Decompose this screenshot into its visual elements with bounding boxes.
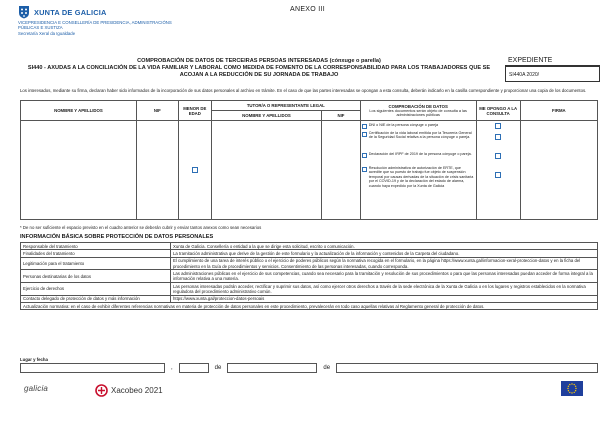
oppose-checkbox[interactable] [495, 123, 501, 129]
document-label: DNI o NIE de la persona cónyuge o pareja [368, 123, 439, 127]
info-value: Las personas interesadas podrán acceder, rectificar y suprimir sus datos, así como ejercer otros derechos a través de la sede electrónica de la Xunta de Galicia o en los lugares y registros establecidos en la normativa reguladora del procedimiento administrativo común. [171, 282, 598, 295]
xacobeo-logo [95, 384, 163, 397]
info-value: El cumplimiento de una tarea de interés público o el ejercicio de poderes públicos según la normativa recogida en el formulario, en la página https://www.xunta.gal/informacion-xeral-proteccion-datos y en la ficha del procedimiento en la Guía de procedimientos y servicios. Consentimiento de las personas interesadas, cuando corresponda. [171, 257, 598, 270]
nif-input-cell[interactable] [136, 121, 178, 220]
document-heading [18, 58, 500, 78]
document-label: Resolución administrativa de autorización de ERTE, que acredite que su puesto de trabajo fue objeto de suspensión temporal por causas derivadas de la situación de crisis sanitaria por el COVID-19 y de la declaración del estado de alarma, cuando haya expedido por la Xunta de Galicia [368, 166, 474, 188]
col-docs-header [360, 101, 476, 121]
name-input-cell[interactable] [21, 121, 137, 220]
place-date-label: Lugar y fecha [20, 357, 48, 362]
col-sign-header: FIRMA [520, 101, 597, 121]
info-value: Las administraciones públicas en el ejercicio de sus competencias, cuando sea necesario para la tramitación y resolución de sus procedimientos o para que las personas interesadas puedan acceder de forma integral a la información relativa a una materia. [171, 270, 598, 283]
document-label: Declaración del IRPF de 2019 de la persona cónyuge o pareja. [368, 152, 472, 156]
table-row [21, 243, 598, 250]
third-party-table [20, 100, 598, 220]
docs-header-title: COMPROBACIÓN DE DATOS [388, 104, 448, 109]
consult-column [476, 121, 520, 220]
document-checkbox[interactable] [362, 132, 367, 137]
col-consult-header: ME OPONGO A LA CONSULTA [476, 101, 520, 121]
oppose-checkbox[interactable] [495, 134, 501, 140]
info-full-row [21, 302, 598, 309]
signature-cell[interactable] [520, 121, 597, 220]
tutor-name-input-cell[interactable] [211, 121, 321, 220]
table-row [21, 295, 598, 302]
xunta-logo [18, 5, 178, 36]
docs-header-subtitle: Los siguientes documentos serán objeto de consulta a las administraciones públicas [369, 109, 467, 117]
col-tutor-name-header: NOMBRE Y APELLIDOS [211, 111, 321, 121]
col-name-header: NOMBRE Y APELLIDOS [21, 101, 137, 121]
expediente-field[interactable]: SI440A 2020/ [505, 66, 600, 82]
col-tutor-header: TUTOR/A O REPRESENTANTE LEGAL [211, 101, 360, 111]
footnote: * De no ser suficiente el espacio previsto en el cuadro anterior se deberán cubrir y enviar tantos anexos como sean necesarios [20, 225, 262, 230]
org-department: VICEPRESIDENCIA E CONSELLERÍA DE PRESIDENCIA, ADMINISTRACIÓNS PÚBLICAS E XUSTIZA [18, 20, 172, 30]
document-item [361, 121, 476, 129]
col-minor-header: MENOR DE EDAD [178, 101, 211, 121]
galicia-brand: galicia [24, 384, 49, 393]
table-row [21, 250, 598, 257]
document-item [361, 129, 476, 150]
document-checkbox[interactable] [362, 153, 367, 158]
org-name: XUNTA DE GALICIA [34, 7, 107, 17]
eu-flag-icon [561, 381, 583, 396]
separator-comma: , [171, 365, 173, 371]
info-key: Legitimación para el tratamiento [21, 257, 171, 270]
document-label: Certificación de la vida laboral emitida por la Tesorería General de la Seguridad Social relativa a la persona cónyuge o pareja. [368, 131, 472, 140]
expediente-label: EXPEDIENTE [505, 56, 600, 66]
place-date-row [20, 362, 598, 374]
table-row [21, 282, 598, 295]
xacobeo-mark-icon [95, 384, 108, 397]
separator-de: de [323, 365, 331, 371]
oppose-checkbox[interactable] [495, 153, 501, 159]
data-protection-title: INFORMACIÓN BÁSICA SOBRE PROTECCIÓN DE DATOS PERSONALES [20, 234, 214, 240]
documents-list [360, 121, 476, 220]
year-field[interactable] [336, 363, 598, 373]
info-value: https://www.xunta.gal/proteccion-datos-persoais [171, 295, 598, 302]
col-tutor-nif-header: NIF [322, 111, 361, 121]
table-row [21, 270, 598, 283]
intro-text: Los interesados, mediante su firma, declaran haber sido informados de la incorporación de sus datos personales al archivo en trámite. En el caso de que las partes interesadas se opongan a esta consulta, deberán indicarlo en la casilla correspondiente y proporcionar una copia de los documentos. [20, 88, 587, 93]
info-key: Actualización normativa: [23, 303, 70, 309]
month-field[interactable] [227, 363, 317, 373]
xacobeo-label: Xacobeo 2021 [111, 386, 163, 395]
heading-line-2: SI440 - AXUDAS A LA CONCILIACIÓN DE LA VIDA FAMILIAR Y LABORAL COMO MEDIDA DE FOMENTO DE LA CORRESPONSABILIDAD PARA LOS TRABAJADORES QUE SE ACOJAN A LA REDUCCIÓN DE SU JORNADA DE TRABAJO [27, 64, 491, 78]
minor-checkbox[interactable] [192, 167, 198, 173]
org-subdivision: Secretaría Xeral da Igualdade [18, 31, 76, 36]
info-key: Contacto delegado de protección de datos y más información [21, 295, 171, 302]
oppose-checkbox[interactable] [495, 172, 501, 178]
info-key: Finalidades del tratamiento [21, 250, 171, 257]
data-protection-table [20, 242, 598, 310]
document-checkbox[interactable] [362, 124, 367, 129]
info-key: Personas destinatarias de los datos [21, 270, 171, 283]
col-nif-header: NIF [136, 101, 178, 121]
place-field[interactable] [20, 363, 165, 373]
day-field[interactable] [179, 363, 209, 373]
document-item [361, 164, 476, 188]
annex-title: ANEXO III [290, 6, 325, 13]
separator-de: de [214, 365, 222, 371]
minor-cell [178, 121, 211, 220]
info-value: La tramitación administrativa que derive de la gestión de este formulario y la actualización de la información y contenidos de la Carpeta del ciudadano. [171, 250, 598, 257]
document-item [361, 150, 476, 164]
heading-line-1: COMPROBACIÓN DE DATOS DE TERCEIRAS PERSOAS INTERESADAS (cónxuge o parella) [137, 58, 381, 64]
document-checkbox[interactable] [362, 167, 367, 172]
info-key: Ejercicio de derechos [21, 282, 171, 295]
info-value: en el caso de exhibir diferentes referencias normativas en materia de protección de datos personales en este procedimiento, prevalecerán en todo caso aquellas relativas al Reglamento general de protección de datos. [70, 303, 485, 309]
xunta-shield-icon [18, 5, 30, 19]
info-value: Xunta de Galicia. Consellería o entidad a la que se dirige esta solicitud, escrito o comunicación. [171, 243, 598, 250]
info-key: Responsable del tratamiento [21, 243, 171, 250]
table-row [21, 257, 598, 270]
table-row [21, 302, 598, 309]
tutor-nif-input-cell[interactable] [322, 121, 361, 220]
